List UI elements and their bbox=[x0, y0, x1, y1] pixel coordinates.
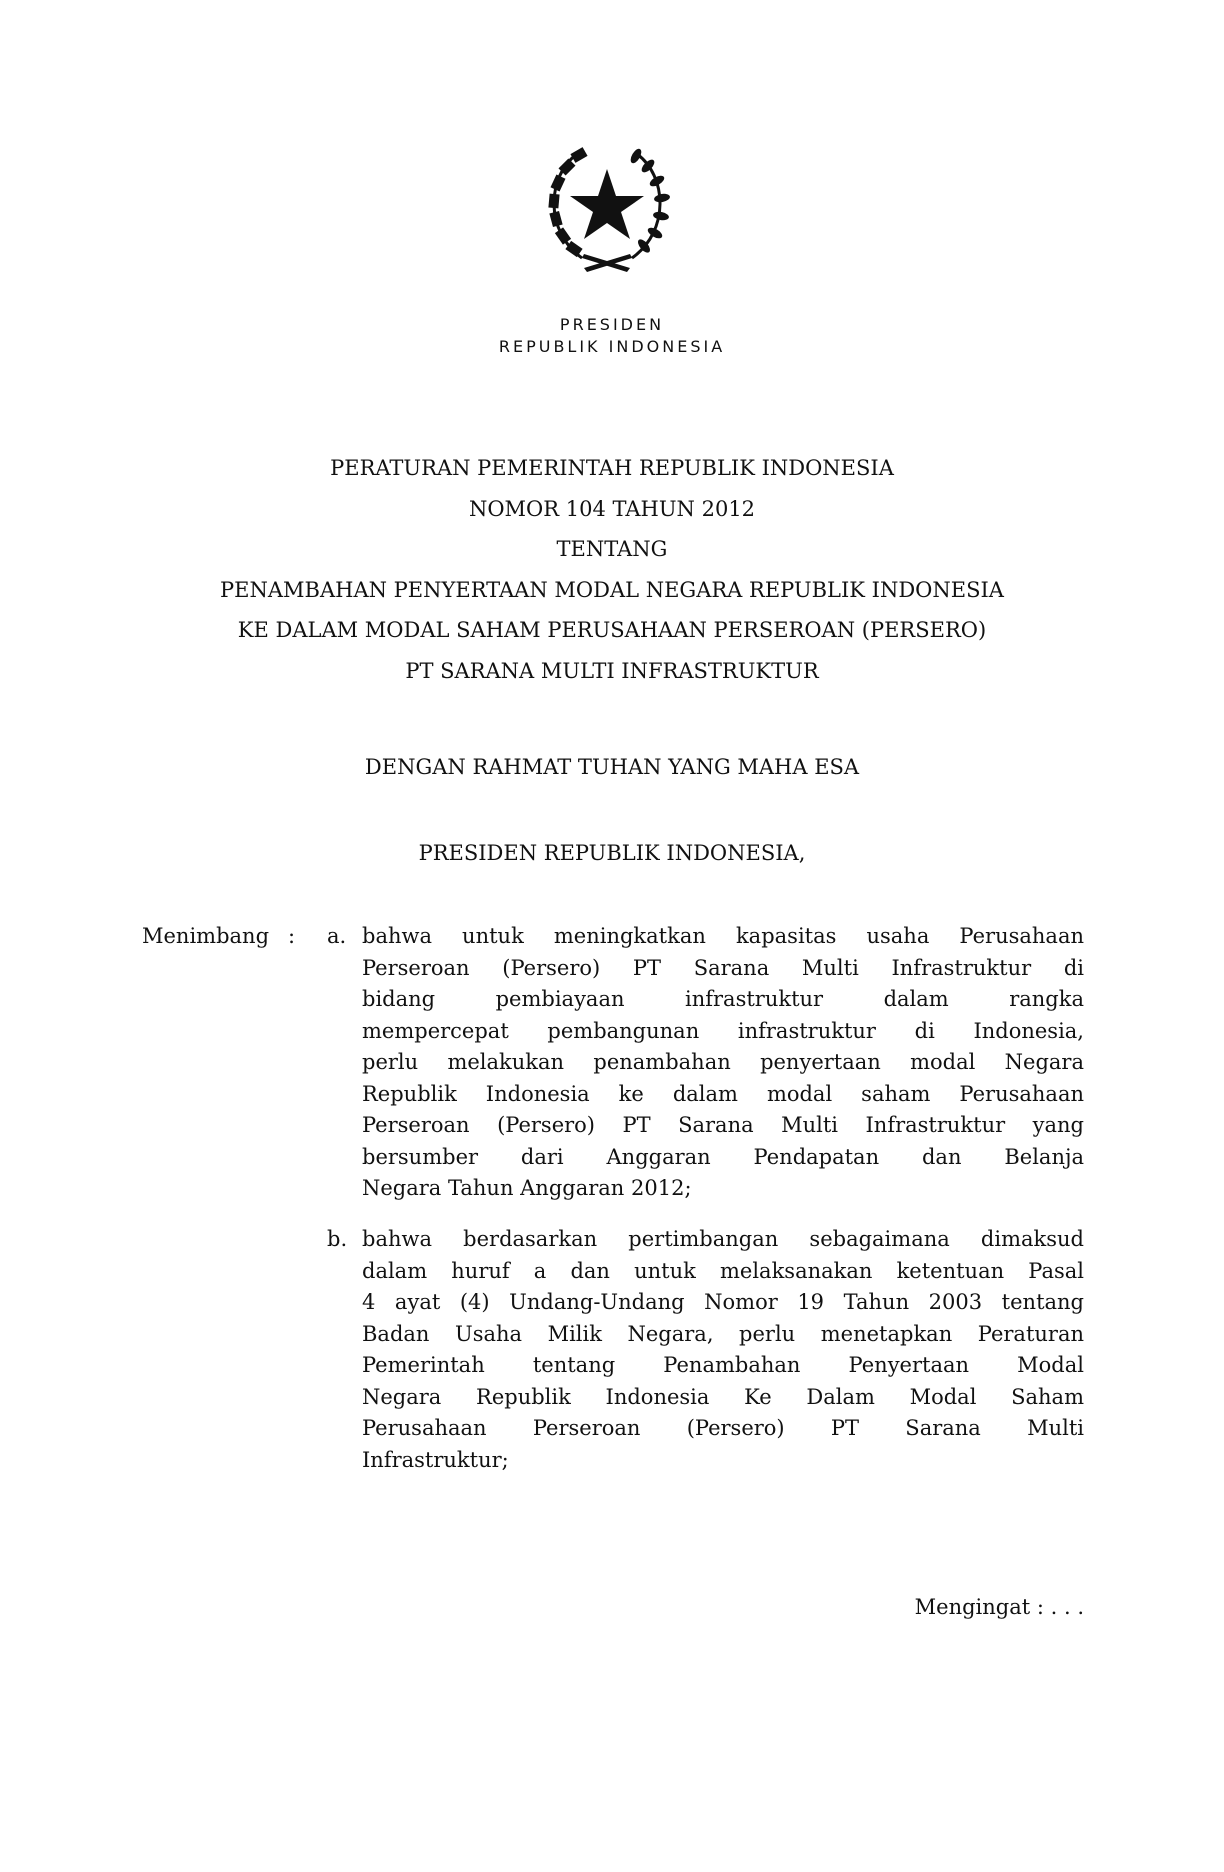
text-line: 4 ayat (4) Undang-Undang Nomor 19 Tahun 2003 tentang bbox=[362, 1290, 1084, 1314]
text-line: Republik Indonesia ke dalam modal saham Perusahaan bbox=[362, 1081, 1084, 1106]
title-line: KE DALAM MODAL SAHAM PERUSAHAAN PERSEROAN (PERSERO) bbox=[237, 618, 987, 642]
presiden-header-line2: REPUBLIK INDONESIA bbox=[498, 337, 726, 356]
text-line: bahwa berdasarkan pertimbangan sebagaimana dimaksud bbox=[362, 1227, 1084, 1251]
text-line: Perseroan (Persero) PT Sarana Multi Infrastruktur yang bbox=[362, 1113, 1084, 1137]
presiden-header bbox=[0, 314, 1224, 358]
title-line: PERATURAN PEMERINTAH REPUBLIK INDONESIA bbox=[330, 456, 894, 480]
invocation: DENGAN RAHMAT TUHAN YANG MAHA ESA bbox=[364, 755, 860, 779]
regulation-title bbox=[0, 448, 1224, 691]
text-line: bersumber dari Anggaran Pendapatan dan Belanja bbox=[362, 1144, 1084, 1169]
presiden-header-line1: PRESIDEN bbox=[559, 315, 665, 334]
text-line: Pemerintah tentang Penambahan Penyertaan Modal bbox=[362, 1353, 1084, 1377]
text-line: Badan Usaha Milik Negara, perlu menetapkan Peraturan bbox=[362, 1321, 1084, 1346]
text-line: Perusahaan Perseroan (Persero) PT Sarana Multi bbox=[362, 1416, 1084, 1440]
text-line: perlu melakukan penambahan penyertaan modal Negara bbox=[362, 1050, 1084, 1074]
item-text-a bbox=[362, 921, 1084, 1205]
text-line: Infrastruktur; bbox=[362, 1447, 509, 1472]
text-line: dalam huruf a dan untuk melaksanakan ketentuan Pasal bbox=[362, 1258, 1084, 1283]
item-letter-b: b. bbox=[327, 1227, 348, 1251]
item-letter-a: a. bbox=[327, 924, 347, 948]
title-line: PT SARANA MULTI INFRASTRUKTUR bbox=[405, 658, 819, 683]
next-page-hint: Mengingat : . . . bbox=[914, 1595, 1084, 1619]
menimbang-label: Menimbang bbox=[142, 924, 270, 948]
title-line: PENAMBAHAN PENYERTAAN MODAL NEGARA REPUBLIK INDONESIA bbox=[220, 577, 1004, 602]
text-line: Perseroan (Persero) PT Sarana Multi Infrastruktur di bbox=[362, 955, 1084, 980]
text-line: mempercepat pembangunan infrastruktur di Indonesia, bbox=[362, 1018, 1084, 1043]
text-line: Negara Tahun Anggaran 2012; bbox=[362, 1176, 692, 1200]
text-line: Negara Republik Indonesia Ke Dalam Modal Saham bbox=[362, 1384, 1084, 1409]
text-line: bahwa untuk meningkatkan kapasitas usaha Perusahaan bbox=[362, 924, 1084, 948]
text-line: bidang pembiayaan infrastruktur dalam rangka bbox=[362, 987, 1084, 1011]
presidential-star-emblem-icon bbox=[532, 136, 682, 286]
president-heading: PRESIDEN REPUBLIK INDONESIA, bbox=[418, 841, 806, 865]
title-line: NOMOR 104 TAHUN 2012 bbox=[468, 496, 756, 521]
item-text-b bbox=[362, 1224, 1084, 1476]
title-line: TENTANG bbox=[556, 537, 668, 561]
menimbang-colon: : bbox=[288, 924, 296, 948]
